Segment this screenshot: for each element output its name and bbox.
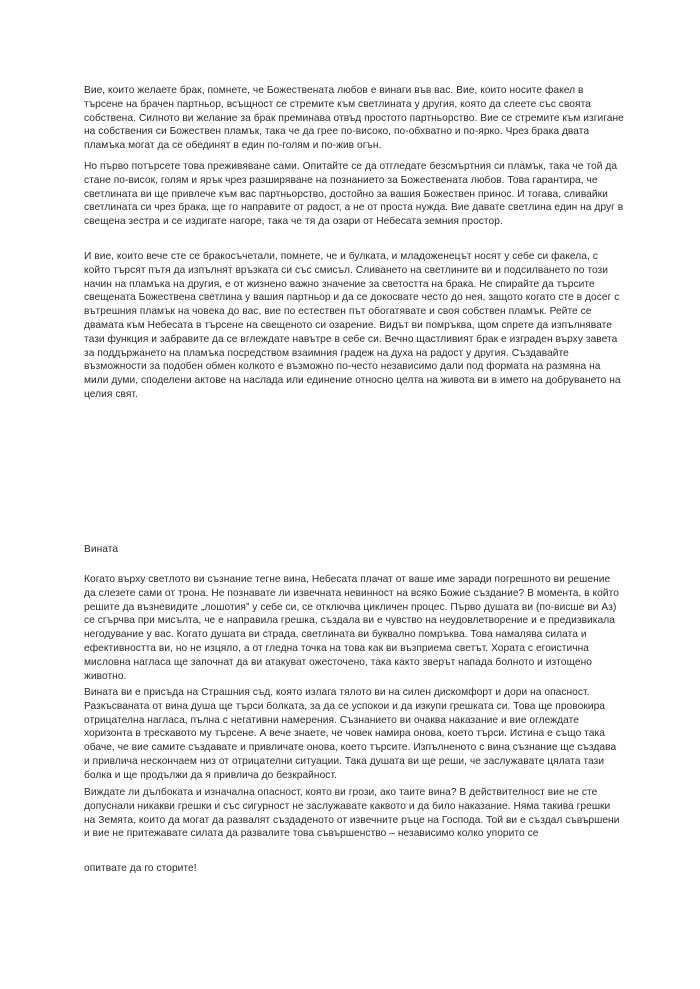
paragraph-text: Виждате ли дълбоката и изначална опасност, която ви грози, ако таите вина? В действителност вие не сте допуснали никакви грешки и със сигурност не заслужавате каквото и да било наказание. Няма такива грешки на Земята, които да могат да развалят създаденото от извечните ръце на Господа. Той ви е създал съвършени и вие не притежавате силата да развалите това съвършенство – независимо колко упорито се <box>84 787 620 840</box>
paragraph <box>84 573 624 683</box>
paragraph-text: опитвате да го сторите! <box>84 863 197 874</box>
paragraph-text: И вие, които вече сте се бракосъчетали, помнете, че и булката, и младоженецът носят у себе си факела, с който търсят пътя да изпълнят връзката си със смисъл. Сливането на светлините ви и подсилването по този начин на пламъка на другия, е от жизнено важно значение за светостта на брака. Не спирайте да търсите свещената Божествена светлина у вашия партньор и да се докосвате често до нея, защото когато сте в досег с вътрешния пламък на човека до вас, вие по естествен път обогатявате и своя собствен пламък. Рейте се двамата към Небесата в търсене на свещеното си озарение. Видът ви помръква, щом спрете да изпълнявате тази функция и забравите да се вглеждате навътре в себе си. Вечно щастливият брак е изграден върху завета за поддържането на пламъка посредством взаимния градеж на духа на радост у другия. Създавайте възможности за подобен обмен колкото е възможно по-често независимо дали под формата на размяна на мили думи, споделени актове на наслада или единение относно целта на живота ви в името на добруването на целия свят. <box>84 251 621 400</box>
paragraph-text: Вината ви е присъда на Страшния съд, която излага тялото ви на силен дискомфорт и дори на опасност. Разкъсваната от вина душа ще търси болката, за да се успокои и да изкупи грешката си. Това ще провокира отрицателна нагласа, пълна с негативни намерения. Съзнанието ви очаква наказание и вие оглеждате хоризонта в трескавото му търсене. А вече знаете, че човек намира онова, което търси. Истина е също така обаче, че вие самите създавате и привличате онова, което търсите. Изпълненото с вина съзнание ще създава и привлича нескончаем низ от отрицателни ситуации. Така душата ви ще реши, че заслужавате цялата тази болка и ще продължи да я привлича до безкрайност. <box>84 687 617 781</box>
section-heading-text: Вината <box>84 544 119 555</box>
paragraph <box>84 160 624 229</box>
paragraph <box>84 686 624 783</box>
paragraph-text: Вие, които желаете брак, помнете, че Божествената любов е винаги във вас. Вие, които носите факел в търсене на брачен партньор, всъщност се стремите към светлината у другия, която да слеете със своята собствена. Силното ви желание за брак преминава отвъд простото партньорство. Вие се стремите към изгигане на собствения си Божествен пламък, така че да грее по-високо, по-обхватно и по-ярко. Чрез брака двата пламъка могат да се обединят в един по-голям и по-жив огън. <box>84 85 624 152</box>
paragraph <box>84 250 624 402</box>
paragraph <box>84 786 624 841</box>
section-heading <box>84 543 624 557</box>
paragraph <box>84 862 624 876</box>
paragraph-text: Когато върху светлото ви съзнание тегне вина, Небесата плачат от ваше име заради погрешното ви решение да слезете сами от трона. Не познавате ли извечната невинност на всяко Божие създание? В момента, в който решите да възневидите „лошотия” у себе си, се отключва цикличен процес. Първо душата ви (по-висше ви Аз) се сгърчва при мисълта, че е направила грешка, създала ви е чувство на неудовлетворение и е предизвикала негодувание у вас. Когато душата ви страда, светлината ви буквално помръква. Това намалява силата и ефективността ви, но не изцяло, а от гледна точка на това как ви възприема светът. Хората с егоистична мисловна нагласа ще започнат да ви атакуват ожесточено, така както зверът напада болното и изтощено животно. <box>84 574 619 682</box>
paragraph <box>84 84 624 153</box>
paragraph-text: Но първо потърсете това преживяване сами. Опитайте се да отгледате безсмъртния си пламък, така че той да стане по-висок, голям и ярък чрез разширяване на познанието за Божествената любов. Това гарантира, че светлината ви ще привлече към вас партньорство, достойно за вашия Божествен принос. И тогава, сливайки светлината си чрез брака, ще го направите от радост, а не от проста нужда. Вие давате светлина един на друг в свещена зестра и се издигате нагоре, така че тя да озари от Небесата земния простор. <box>84 161 624 228</box>
